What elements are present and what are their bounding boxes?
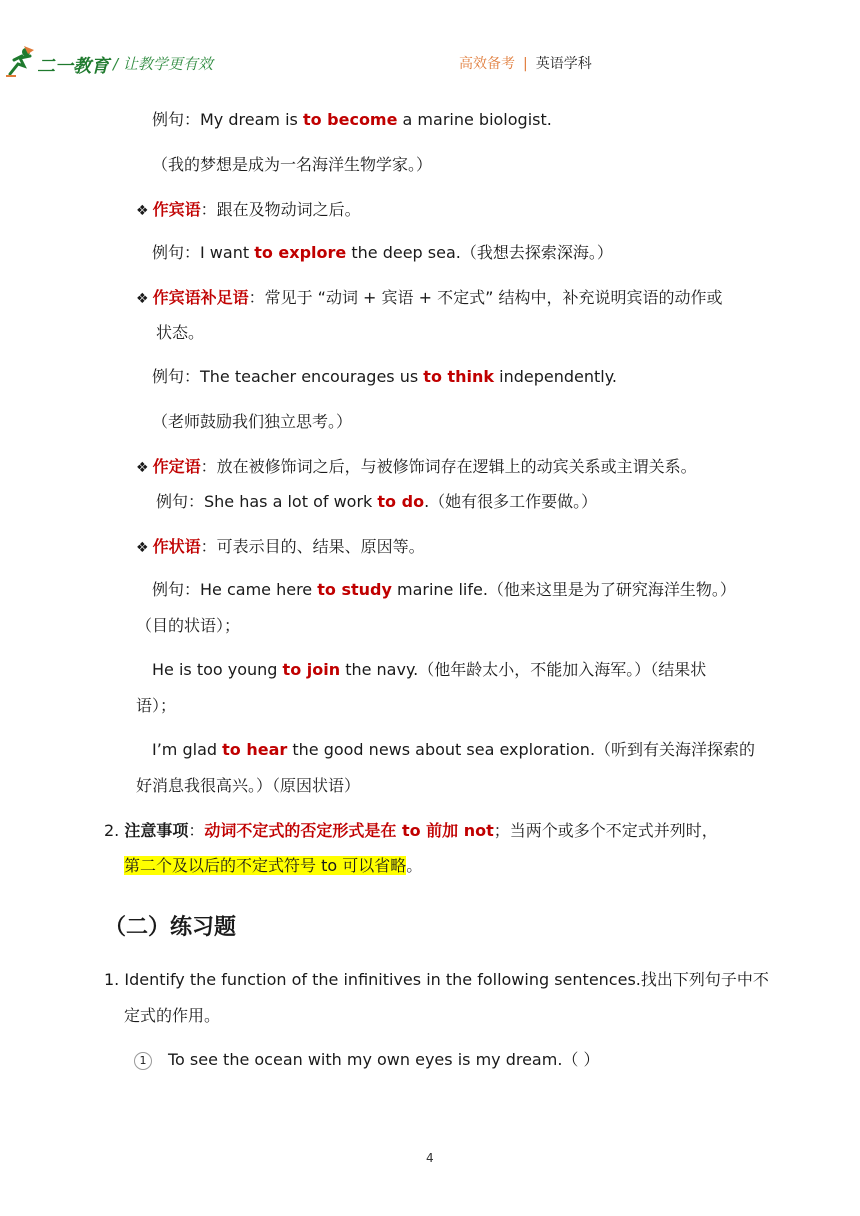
note-label: 注意事项 [124,821,189,840]
list-number: 1. [104,970,120,989]
slogan-text: 让教学更有效 [122,55,213,73]
text-segment: I’m glad [152,740,223,759]
highlight-text: to join [282,660,341,679]
header-separator: | [523,56,528,72]
diamond-icon: ❖ [136,460,149,476]
bullet-item [136,537,425,558]
logo-text: 二一教育 [37,56,109,77]
logo-icon [4,44,38,78]
bullet-item [136,457,697,478]
continuation-line: 语）； [136,696,177,715]
bullet-item [136,200,361,221]
header-labels [459,53,592,73]
text-segment: the navy.（他年龄太小，不能加入海军。）（结果状 [340,660,707,679]
text-segment: 例句：He came here [152,580,318,599]
header-label-b: 英语学科 [535,56,592,72]
text-segment: ：可表示目的、结果、原因等。 [200,537,425,556]
text-segment: ：常见于 “动词 + 宾语 + 不定式” 结构中，补充说明宾语的动作或 [248,288,723,307]
text-segment: Identify the function of the infinitives in the following sentences.找出下列句子中不 [124,970,769,989]
highlight-text: 动词不定式的否定形式是在 to 前加 not [204,821,494,840]
exercise-item [134,1050,600,1070]
list-number: 2. [104,821,120,840]
term-label: 作状语 [152,537,201,556]
text-segment: He is too young [152,660,283,679]
continuation-line: 状态。 [156,323,205,342]
text-segment: a marine biologist. [397,110,552,129]
header-label-a: 高效备考 [459,56,515,72]
text-segment: ：跟在及物动词之后。 [200,200,361,219]
text-segment: 例句：I want [152,243,255,262]
slogan: / 让教学更有效 [113,55,213,73]
page-number: 4 [426,1151,434,1165]
section-title: （二）练习题 [104,915,237,940]
text-segment: .（她有很多工作要做。） [424,492,598,511]
diamond-icon: ❖ [136,291,149,307]
exercise-instruction [104,970,769,990]
highlight-text: to think [423,367,495,386]
text-segment: 例句：She has a lot of work [156,492,378,511]
example-line [152,110,552,130]
continuation-line: 好消息我很高兴。）（原因状语） [136,776,361,795]
highlight-text: to study [317,580,392,599]
term-label: 作宾语补足语 [152,288,249,307]
text-segment: 例句：My dream is [152,110,303,129]
term-label: 作宾语 [152,200,201,219]
term-label: 作定语 [152,457,201,476]
translation-line: （我的梦想是成为一名海洋生物学家。） [152,155,433,174]
diamond-icon: ❖ [136,203,149,219]
translation-line: （老师鼓励我们独立思考。） [152,412,353,431]
circled-number-icon: 1 [134,1052,152,1070]
note-item [104,821,718,841]
text-segment: ：放在被修饰词之后，与被修饰词存在逻辑上的动宾关系或主谓关系。 [200,457,697,476]
text-segment: ；当两个或多个不定式并列时， [493,821,718,840]
note-continuation [124,856,422,876]
example-line [152,243,613,263]
highlight-text: to become [302,110,398,129]
text-segment: 。 [406,856,423,875]
example-line [152,580,736,600]
example-line [152,367,617,387]
text-segment: the good news about sea exploration.（听到有关海洋探索的 [287,740,756,759]
continuation-line: （目的状语）； [136,616,241,635]
highlight-text: to explore [254,243,347,262]
bullet-item [136,288,723,309]
text-segment: the deep sea.（我想去探索深海。） [346,243,613,262]
text-segment: 例句：The teacher encourages us [152,367,424,386]
example-line [152,740,755,760]
diamond-icon: ❖ [136,540,149,556]
example-line [156,492,597,512]
exercise-continuation: 定式的作用。 [124,1006,221,1025]
text-segment: marine life.（他来这里是为了研究海洋生物。） [391,580,736,599]
text-segment: independently. [494,367,618,386]
highlight-text: to hear [222,740,288,759]
highlight-text: to do [377,492,425,511]
highlighted-text: 第二个及以后的不定式符号 to 可以省略 [124,856,407,875]
exercise-text: To see the ocean with my own eyes is my dream.（ ） [168,1050,600,1069]
text-segment: ： [188,821,205,840]
example-line [152,660,706,680]
